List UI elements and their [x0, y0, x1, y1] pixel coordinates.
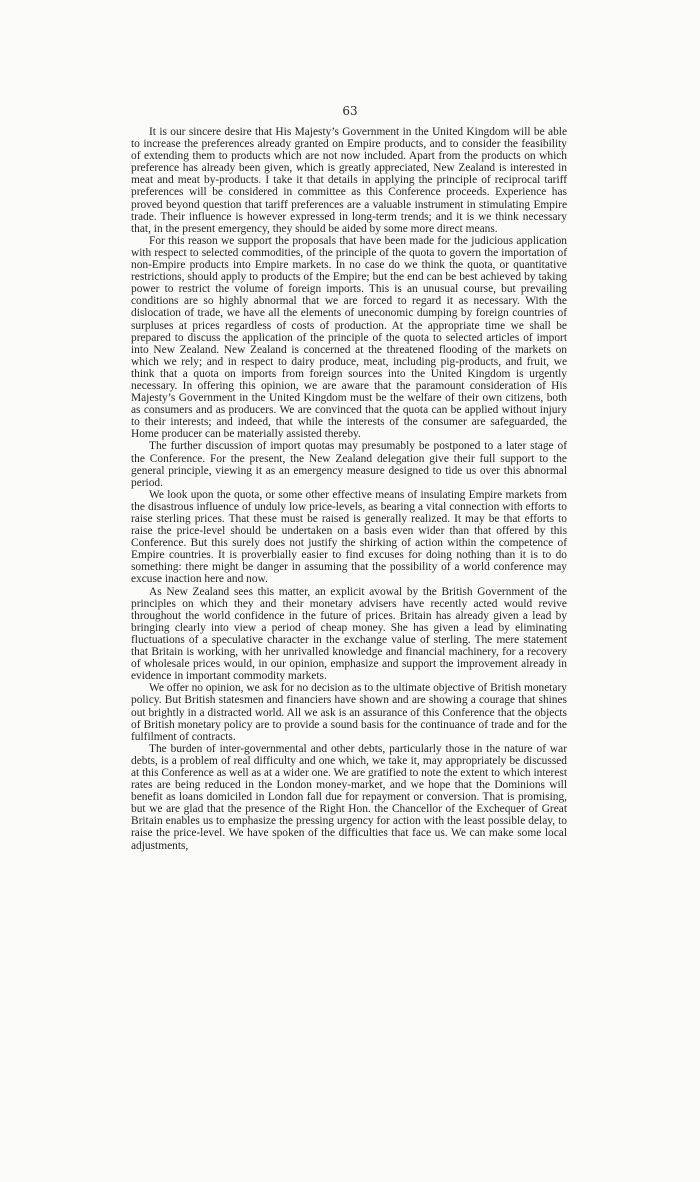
body-text	[131, 126, 567, 852]
paragraph-price-levels: We look upon the quota, or some other effective means of insulating Empire markets from the disastrous influence of unduly low price-levels, as bearing a vital connection with efforts to raise sterling prices. That these must be raised is generally realized. It may be that efforts to raise the price-level should be undertaken on a basis even wider than that offered by this Conference. But this surely does not justify the shirking of action within the competence of Empire countries. It is proverbially easier to find excuses for doing nothing than it is to do something: there might be danger in assuming that the possibility of a world conference may excuse inaction here and now.	[131, 488, 567, 586]
paragraph-import-quotas: The further discussion of import quotas may presumably be postponed to a later stage of the Conference. For the present, the New Zealand delegation give their full support to the general principle, viewing it as an emergency measure designed to tide us over this abnormal period.	[131, 440, 567, 489]
page-number: 63	[342, 104, 358, 118]
paragraph-quota-proposals: For this reason we support the proposals that have been made for the judicious application with respect to selected commodities, of the principle of the quota to govern the importation of non-Empire products into Empire markets. In no case do we think the quota, or quantitative restrictions, should apply to products of the Empire; but the end can be best achieved by taking power to restrict the volume of foreign imports. This is an unusual course, but prevailing conditions are so highly abnormal that we are forced to regard it as necessary. With the dislocation of trade, we have all the elements of uneconomic dumping by foreign countries of surpluses at prices regardless of costs of production. At the appropriate time we shall be prepared to discuss the application of the principle of the quota to selected articles of import into New Zealand. New Zealand is concerned at the threatened flooding of the markets on which we rely; and in respect to dairy produce, meat, including pig-products, and fruit, we think that a quota on imports from foreign sources into the United Kingdom is urgently necessary. In offering this opinion, we are aware that the paramount consideration of His Majesty’s Government in the United Kingdom must be the welfare of their own citizens, both as consumers and as producers. We are convinced that the quota can be applied without injury to their interests; and indeed, that while the interests of the consumer are safeguarded, the Home producer can be materially assisted thereby.	[131, 234, 567, 441]
paragraph-empire-preferences: It is our sincere desire that His Majesty’s Government in the United Kingdom will be able to increase the preferences already granted on Empire products, and to consider the feasibility of extending them to products which are not now included. Apart from the products on which preference has already been given, which is greatly appreciated, New Zealand is interested in meat and meat by-products. I take it that details in applying the principle of reciprocal tariff preferences will be considered in committee as this Conference proceeds. Experience has proved beyond question that tariff preferences are a valuable instrument in stimulating Empire trade. Their influence is however expressed in long-term trends; and it is we think necessary that, in the present emergency, they should be aided by some more direct means.	[131, 126, 567, 235]
paragraph-monetary-policy: We offer no opinion, we ask for no decision as to the ultimate objective of British monetary policy. But British statesmen and financiers have shown and are showing a courage that shines out brightly in a distracted world. All we ask is an assurance of this Conference that the objects of British monetary policy are to provide a sound basis for the continuance of trade and for the fulfilment of contracts.	[131, 682, 567, 743]
paragraph-british-government: As New Zealand sees this matter, an explicit avowal by the British Government of the principles on which they and their monetary advisers have recently acted would revive throughout the world confidence in the future of prices. Britain has already given a lead by bringing clearly into view a period of cheap money. She has given a lead by eliminating fluctuations of a speculative character in the exchange value of sterling. The mere statement that Britain is working, with her unrivalled knowledge and financial machinery, for a recovery of wholesale prices would, in our opinion, emphasize and support the improvement already in evidence in important commodity markets.	[131, 585, 567, 683]
paragraph-debts: The burden of inter-governmental and other debts, particularly those in the nature of war debts, is a problem of real difficulty and one which, we take it, may appropriately be discussed at this Conference as well as at a wider one. We are gratified to note the extent to which interest rates are being reduced in the London money-market, and we hope that the Dominions will benefit as loans domiciled in London fall due for repayment or conversion. That is promising, but we are glad that the presence of the Right Hon. the Chancellor of the Exchequer of Great Britain enables us to emphasize the pressing urgency for action with the least possible delay, to raise the price-level. We have spoken of the difficulties that face us. We can make some local adjustments,	[131, 742, 567, 852]
